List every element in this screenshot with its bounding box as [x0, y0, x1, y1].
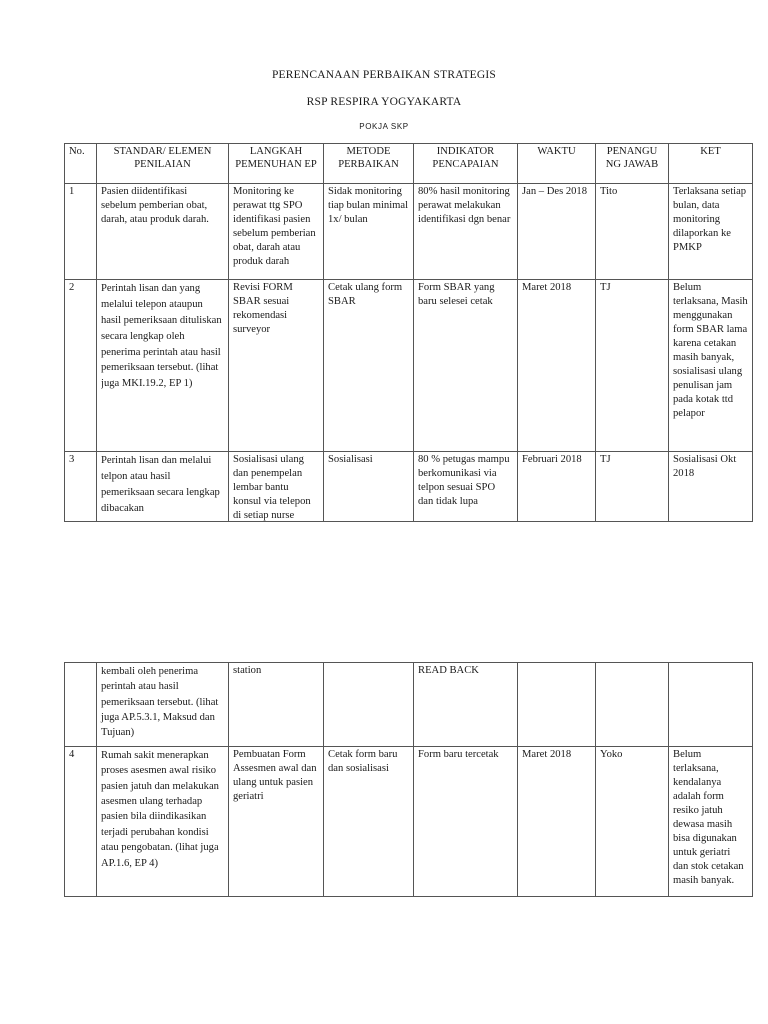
cell-ket: Terlaksana setiap bulan, data monitoring dilaporkan ke PMKP [669, 184, 753, 280]
cell-ket [669, 280, 753, 452]
plan-table-page1 [64, 143, 753, 522]
cell-no: 1 [65, 184, 97, 280]
table-row [65, 452, 753, 522]
table-row [65, 184, 753, 280]
cell-metode [324, 663, 414, 747]
cell-langkah [229, 452, 324, 522]
cell-penanggung-jawab: Tito [596, 184, 669, 280]
cell-penanggung-jawab: TJ [596, 452, 669, 522]
cell-no: 2 [65, 280, 97, 452]
cell-waktu: Februari 2018 [518, 452, 596, 522]
cell-ket-text: Belum terlaksana, Masih menggunakan form SBAR lama karena cetakan masih banyak, sosialisasi ulang penulisan jam pada kotak ttd pelapor [673, 282, 748, 419]
cell-waktu: Maret 2018 [518, 747, 596, 897]
cell-standar: Rumah sakit menerapkan proses asesmen awal risiko pasien jatuh dan melakukan asesmen ulang terhadap pasien bila diindikasikan terjadi perubahan kondisi atau pengobatan. (lihat juga AP.1.6, EP 4) [97, 747, 229, 897]
cell-langkah: Revisi FORM SBAR sesuai rekomendasi surveyor [229, 280, 324, 452]
col-header-no: No. [65, 144, 97, 184]
cell-metode: Cetak ulang form SBAR [324, 280, 414, 452]
table-row [65, 280, 753, 452]
cell-no: 3 [65, 452, 97, 522]
cell-indikator: READ BACK [414, 663, 518, 747]
document-title: PERENCANAAN PERBAIKAN STRATEGIS [271, 69, 497, 81]
cell-langkah: Pembuatan Form Assesmen awal dan ulang untuk pasien geriatri [229, 747, 324, 897]
cell-indikator-text: 80 % petugas mampu berkomunikasi via telpon sesuai SPO dan tidak lupa [418, 454, 510, 507]
cell-ket: Belum terlaksana, kendalanya adalah form resiko jatuh dewasa masih bisa digunakan untuk geriatri dan stok cetakan masih banyak. [669, 747, 753, 897]
col-header-langkah: LANGKAH PEMENUHAN EP [229, 144, 324, 184]
cell-langkah: Monitoring ke perawat ttg SPO identifikasi pasien sebelum pemberian obat, darah atau produk darah [229, 184, 324, 280]
cell-standar [97, 452, 229, 522]
plan-table-page2 [64, 662, 753, 897]
cell-waktu: Jan – Des 2018 [518, 184, 596, 280]
cell-ket: Sosialisasi Okt 2018 [669, 452, 753, 522]
cell-indikator: Form SBAR yang baru selesei cetak [414, 280, 518, 452]
cell-standar [97, 280, 229, 452]
col-header-metode: METODE PERBAIKAN [324, 144, 414, 184]
cell-waktu: Maret 2018 [518, 280, 596, 452]
cell-langkah-text: Sosialisasi ulang dan penempelan lembar bantu konsul via telepon di setiap nurse [233, 454, 311, 521]
table-row [65, 663, 753, 747]
cell-penanggung-jawab: Yoko [596, 747, 669, 897]
col-header-standar: STANDAR/ ELEMEN PENILAIAN [97, 144, 229, 184]
col-header-ket: KET [669, 144, 753, 184]
cell-standar-text: Perintah lisan dan yang melalui telepon ataupun hasil pemeriksaan dituliskan secara lengkap oleh penerima perintah atau hasil pemeriksaan tersebut. (lihat juga MKI.19.2, EP 1) [101, 283, 222, 390]
cell-metode: Sosialisasi [324, 452, 414, 522]
cell-standar-text: Perintah lisan dan melalui telpon atau hasil pemeriksaan secara lengkap dibacakan [101, 455, 220, 514]
cell-penanggung-jawab [596, 663, 669, 747]
cell-penanggung-jawab: TJ [596, 280, 669, 452]
cell-indikator [414, 452, 518, 522]
cell-ket [669, 663, 753, 747]
cell-metode: Sidak monitoring tiap bulan minimal 1x/ bulan [324, 184, 414, 280]
cell-indikator: Form baru tercetak [414, 747, 518, 897]
col-header-penanggung-jawab: PENANGU NG JAWAB [596, 144, 669, 184]
table-header-row [65, 144, 753, 184]
cell-langkah: station [229, 663, 324, 747]
section-name: POKJA SKP [359, 122, 409, 131]
table-row [65, 747, 753, 897]
cell-standar: kembali oleh penerima perintah atau hasil pemeriksaan tersebut. (lihat juga AP.5.3.1, Maksud dan Tujuan) [97, 663, 229, 747]
cell-no [65, 663, 97, 747]
hospital-name: RSP RESPIRA YOGYAKARTA [306, 96, 462, 108]
cell-metode: Cetak form baru dan sosialisasi [324, 747, 414, 897]
cell-standar: Pasien diidentifikasi sebelum pemberian obat, darah, atau produk darah. [97, 184, 229, 280]
cell-no: 4 [65, 747, 97, 897]
col-header-indikator: INDIKATOR PENCAPAIAN [414, 144, 518, 184]
col-header-waktu: WAKTU [518, 144, 596, 184]
cell-waktu [518, 663, 596, 747]
cell-indikator: 80% hasil monitoring perawat melakukan identifikasi dgn benar [414, 184, 518, 280]
